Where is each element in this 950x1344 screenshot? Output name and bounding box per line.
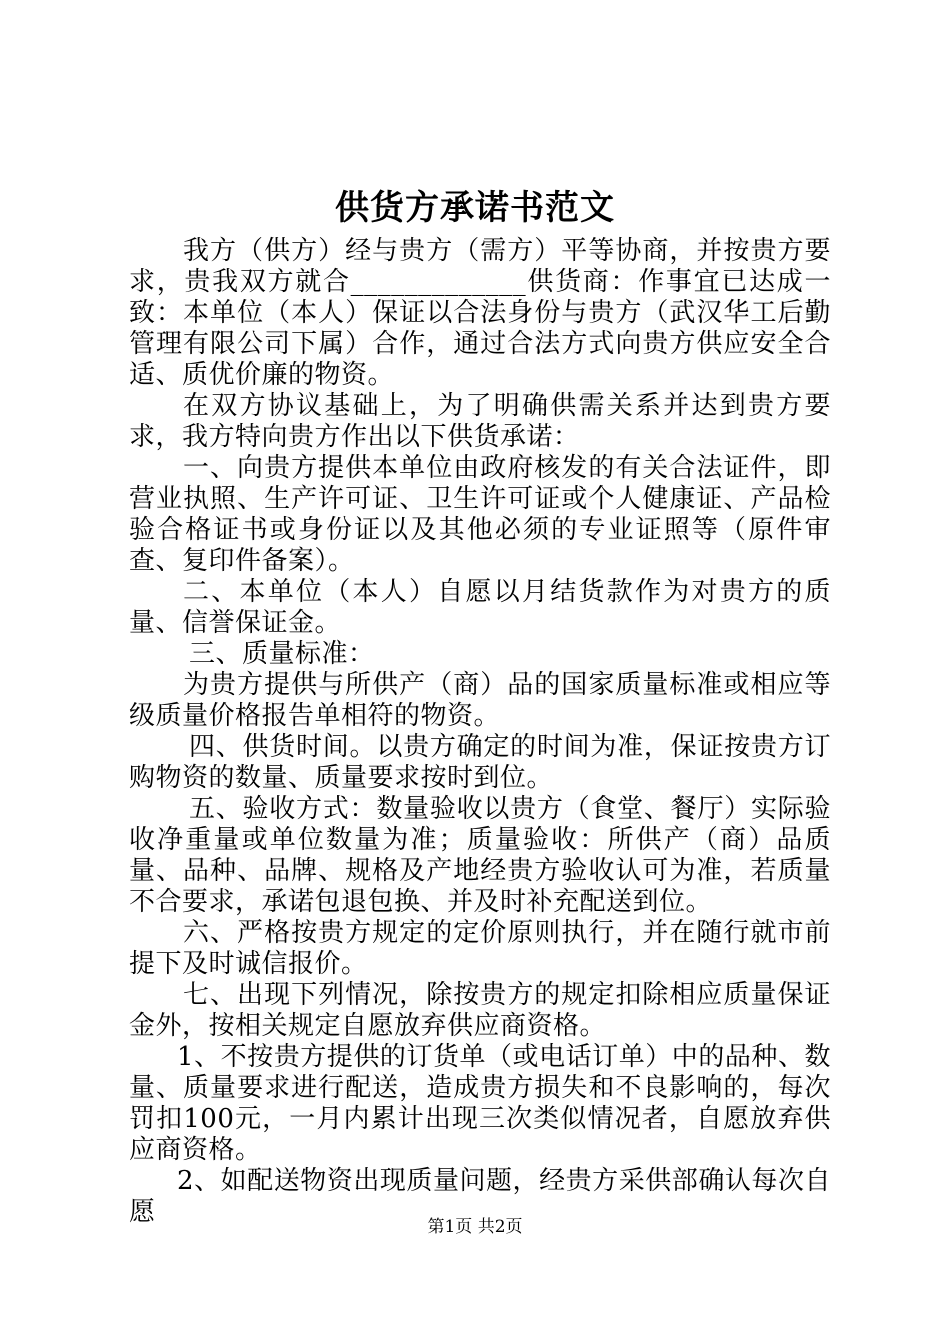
paragraph-subitem-1: 1、不按贵方提供的订货单（或电话订单）中的品种、数量、质量要求进行配送，造成贵方损失和不良影响的，每次罚扣100元，一月内累计出现三次类似情况者，自愿放弃供应商资格。	[129, 1042, 831, 1165]
paragraph-item-3-heading: 三、质量标准：	[189, 639, 375, 669]
paragraph-item-2: 二、本单位（本人）自愿以月结货款作为对贵方的质量、信誉保证金。	[129, 577, 831, 638]
paragraph-item-5: 五、验收方式：数量验收以贵方（食堂、餐厅）实际验收净重量或单位数量为准；质量验收：所供产（商）品质量、品种、品牌、规格及产地经贵方验收认可为准，若质量不合要求，承诺包退包换、并及时补充配送到位。	[129, 794, 831, 917]
paragraph-item-3-body: 为贵方提供与所供产（商）品的国家质量标准或相应等级质量价格报告单相符的物资。	[129, 670, 831, 731]
paragraph-subitem-2: 2、如配送物资出现质量问题，经贵方采供部确认每次自愿	[129, 1166, 831, 1227]
paragraph-basis: 在双方协议基础上，为了明确供需关系并达到贵方要求，我方特向贵方作出以下供货承诺：	[129, 391, 831, 452]
paragraph-item-1: 一、向贵方提供本单位由政府核发的有关合法证件，即营业执照、生产许可证、卫生许可证或个人健康证、产品检验合格证书或身份证以及其他必须的专业证照等（原件审查、复印件备案）。	[129, 453, 831, 576]
paragraph-item-4: 四、供货时间。以贵方确定的时间为准，保证按贵方订购物资的数量、质量要求按时到位。	[129, 732, 831, 793]
paragraph-intro: 我方（供方）经与贵方（需方）平等协商，并按贵方要求，贵我双方就合_____________供货商：作事宜已达成一致：本单位（本人）保证以合法身份与贵方（武汉华工后勤管理有限公司下属）合作，通过合法方式向贵方供应安全合适、质优价廉的物资。	[129, 236, 831, 390]
paragraph-item-7: 七、出现下列情况，除按贵方的规定扣除相应质量保证金外，按相关规定自愿放弃供应商资格。	[129, 980, 831, 1041]
page-footer: 第1页 共2页	[427, 1217, 523, 1237]
document-title: 供货方承诺书范文	[335, 188, 615, 228]
document-body	[129, 236, 831, 1228]
paragraph-item-6: 六、严格按贵方规定的定价原则执行，并在随行就市前提下及时诚信报价。	[129, 918, 831, 979]
